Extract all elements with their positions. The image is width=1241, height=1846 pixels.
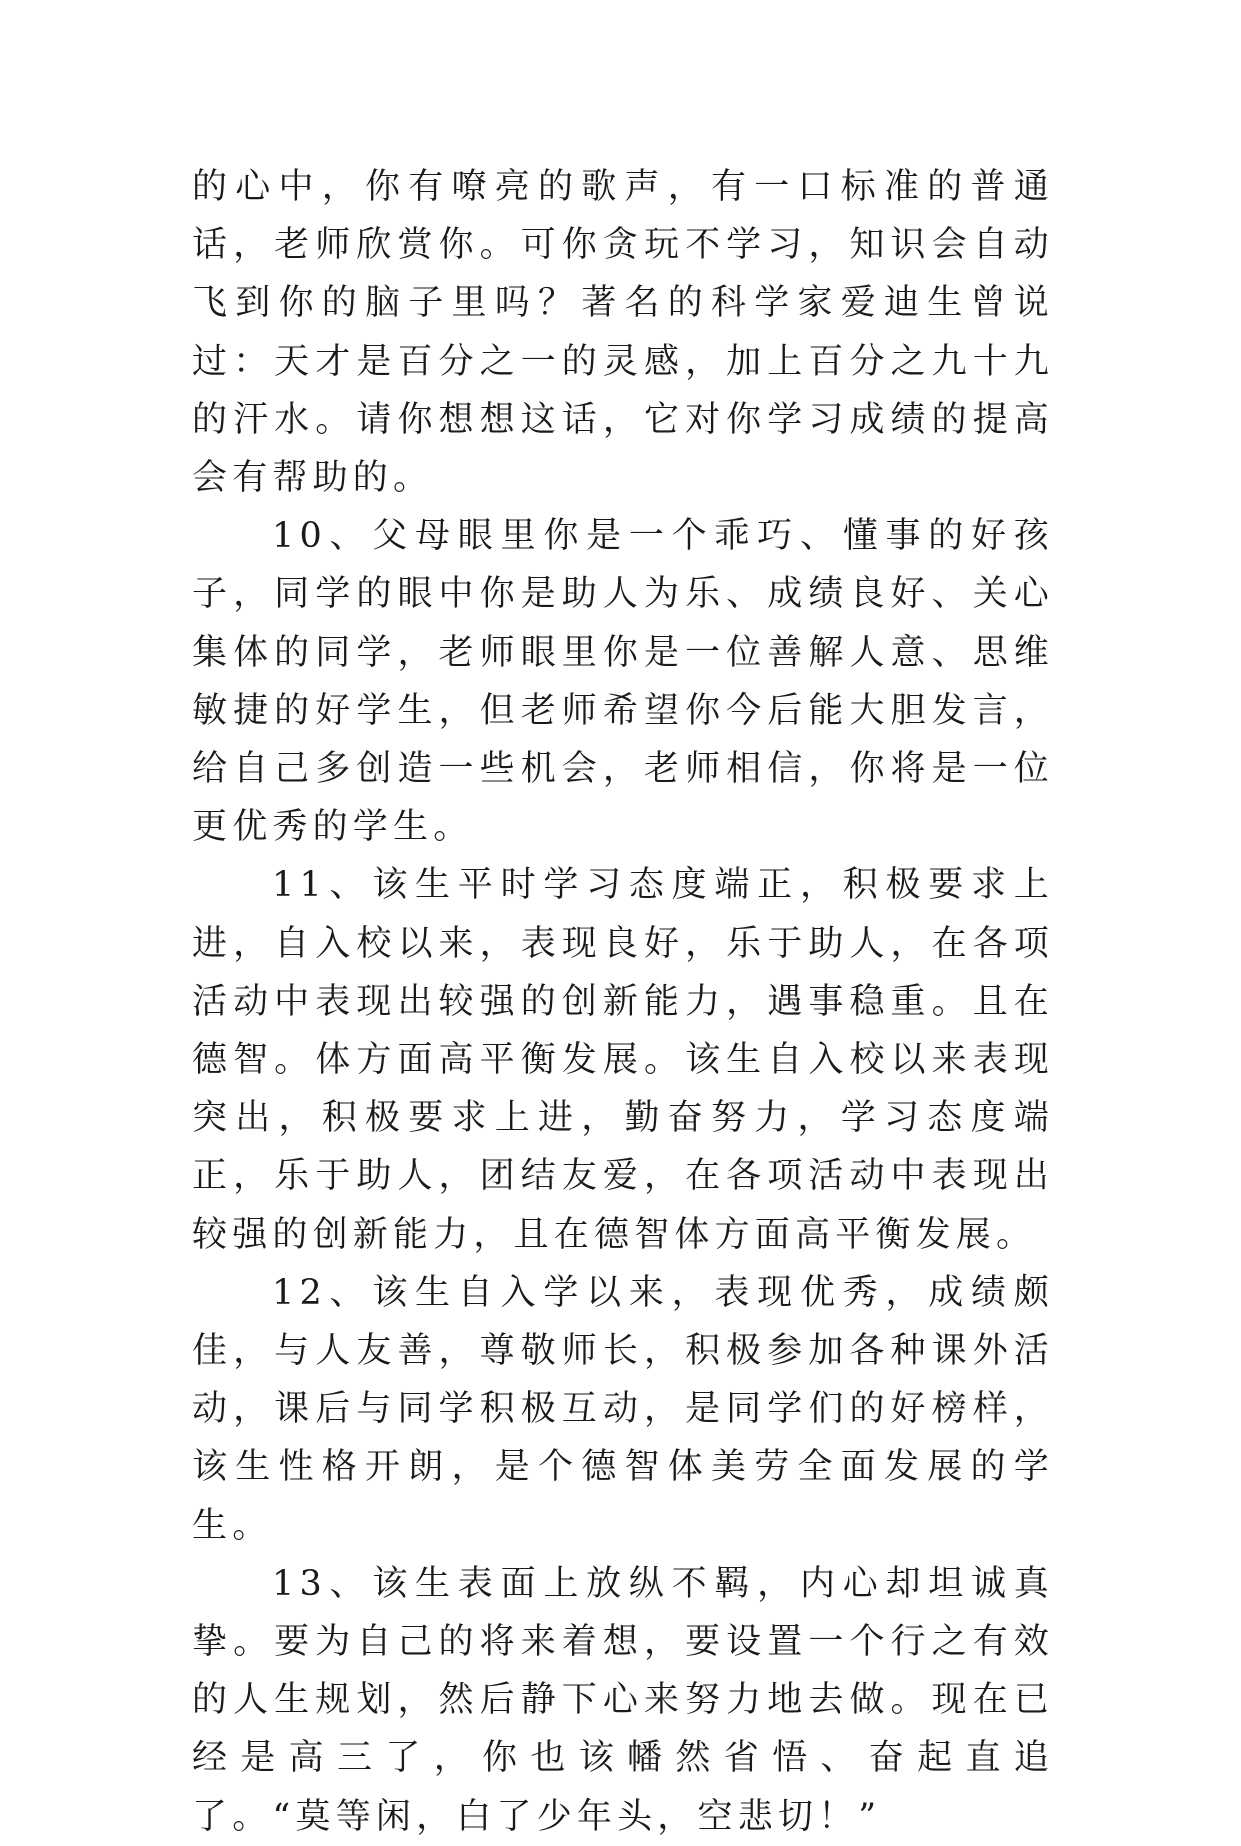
- paragraph-item-10: 10、父母眼里你是一个乖巧、懂事的好孩子，同学的眼中你是助人为乐、成绩良好、关心集体的同学，老师眼里你是一位善解人意、思维敏捷的好学生，但老师希望你今后能大胆发言，给自己多创造一些机会，老师相信，你将是一位更优秀的学生。: [192, 516, 1054, 848]
- paragraph-item-12: 12、该生自入学以来，表现优秀，成绩颇佳，与人友善，尊敬师长，积极参加各种课外活动，课后与同学积极互动，是同学们的好榜样，该生性格开朗，是个德智体美劳全面发展的学生。: [192, 1272, 1054, 1546]
- paragraph-item-13: 13、该生表面上放纵不羁，内心却坦诚真挚。要为自己的将来着想，要设置一个行之有效的人生规划，然后静下心来努力地去做。现在已经是高三了，你也该幡然省悟、奋起直追了。“莫等闲，白了少年头，空悲切！”: [192, 1563, 1054, 1837]
- document-body: [192, 158, 1054, 1846]
- paragraph-item-11: 11、该生平时学习态度端正，积极要求上进，自入校以来，表现良好，乐于助人，在各项活动中表现出较强的创新能力，遇事稳重。且在德智。体方面高平衡发展。该生自入校以来表现突出，积极要求上进，勤奋努力，学习态度端正，乐于助人，团结友爱，在各项活动中表现出较强的创新能力，且在德智体方面高平衡发展。: [192, 865, 1054, 1255]
- paragraph-continuation: 的心中，你有嘹亮的歌声，有一口标准的普通话，老师欣赏你。可你贪玩不学习，知识会自动飞到你的脑子里吗？著名的科学家爱迪生曾说过：天才是百分之一的灵感，加上百分之九十九的汗水。请你想想这话，它对你学习成绩的提高会有帮助的。: [192, 167, 1054, 499]
